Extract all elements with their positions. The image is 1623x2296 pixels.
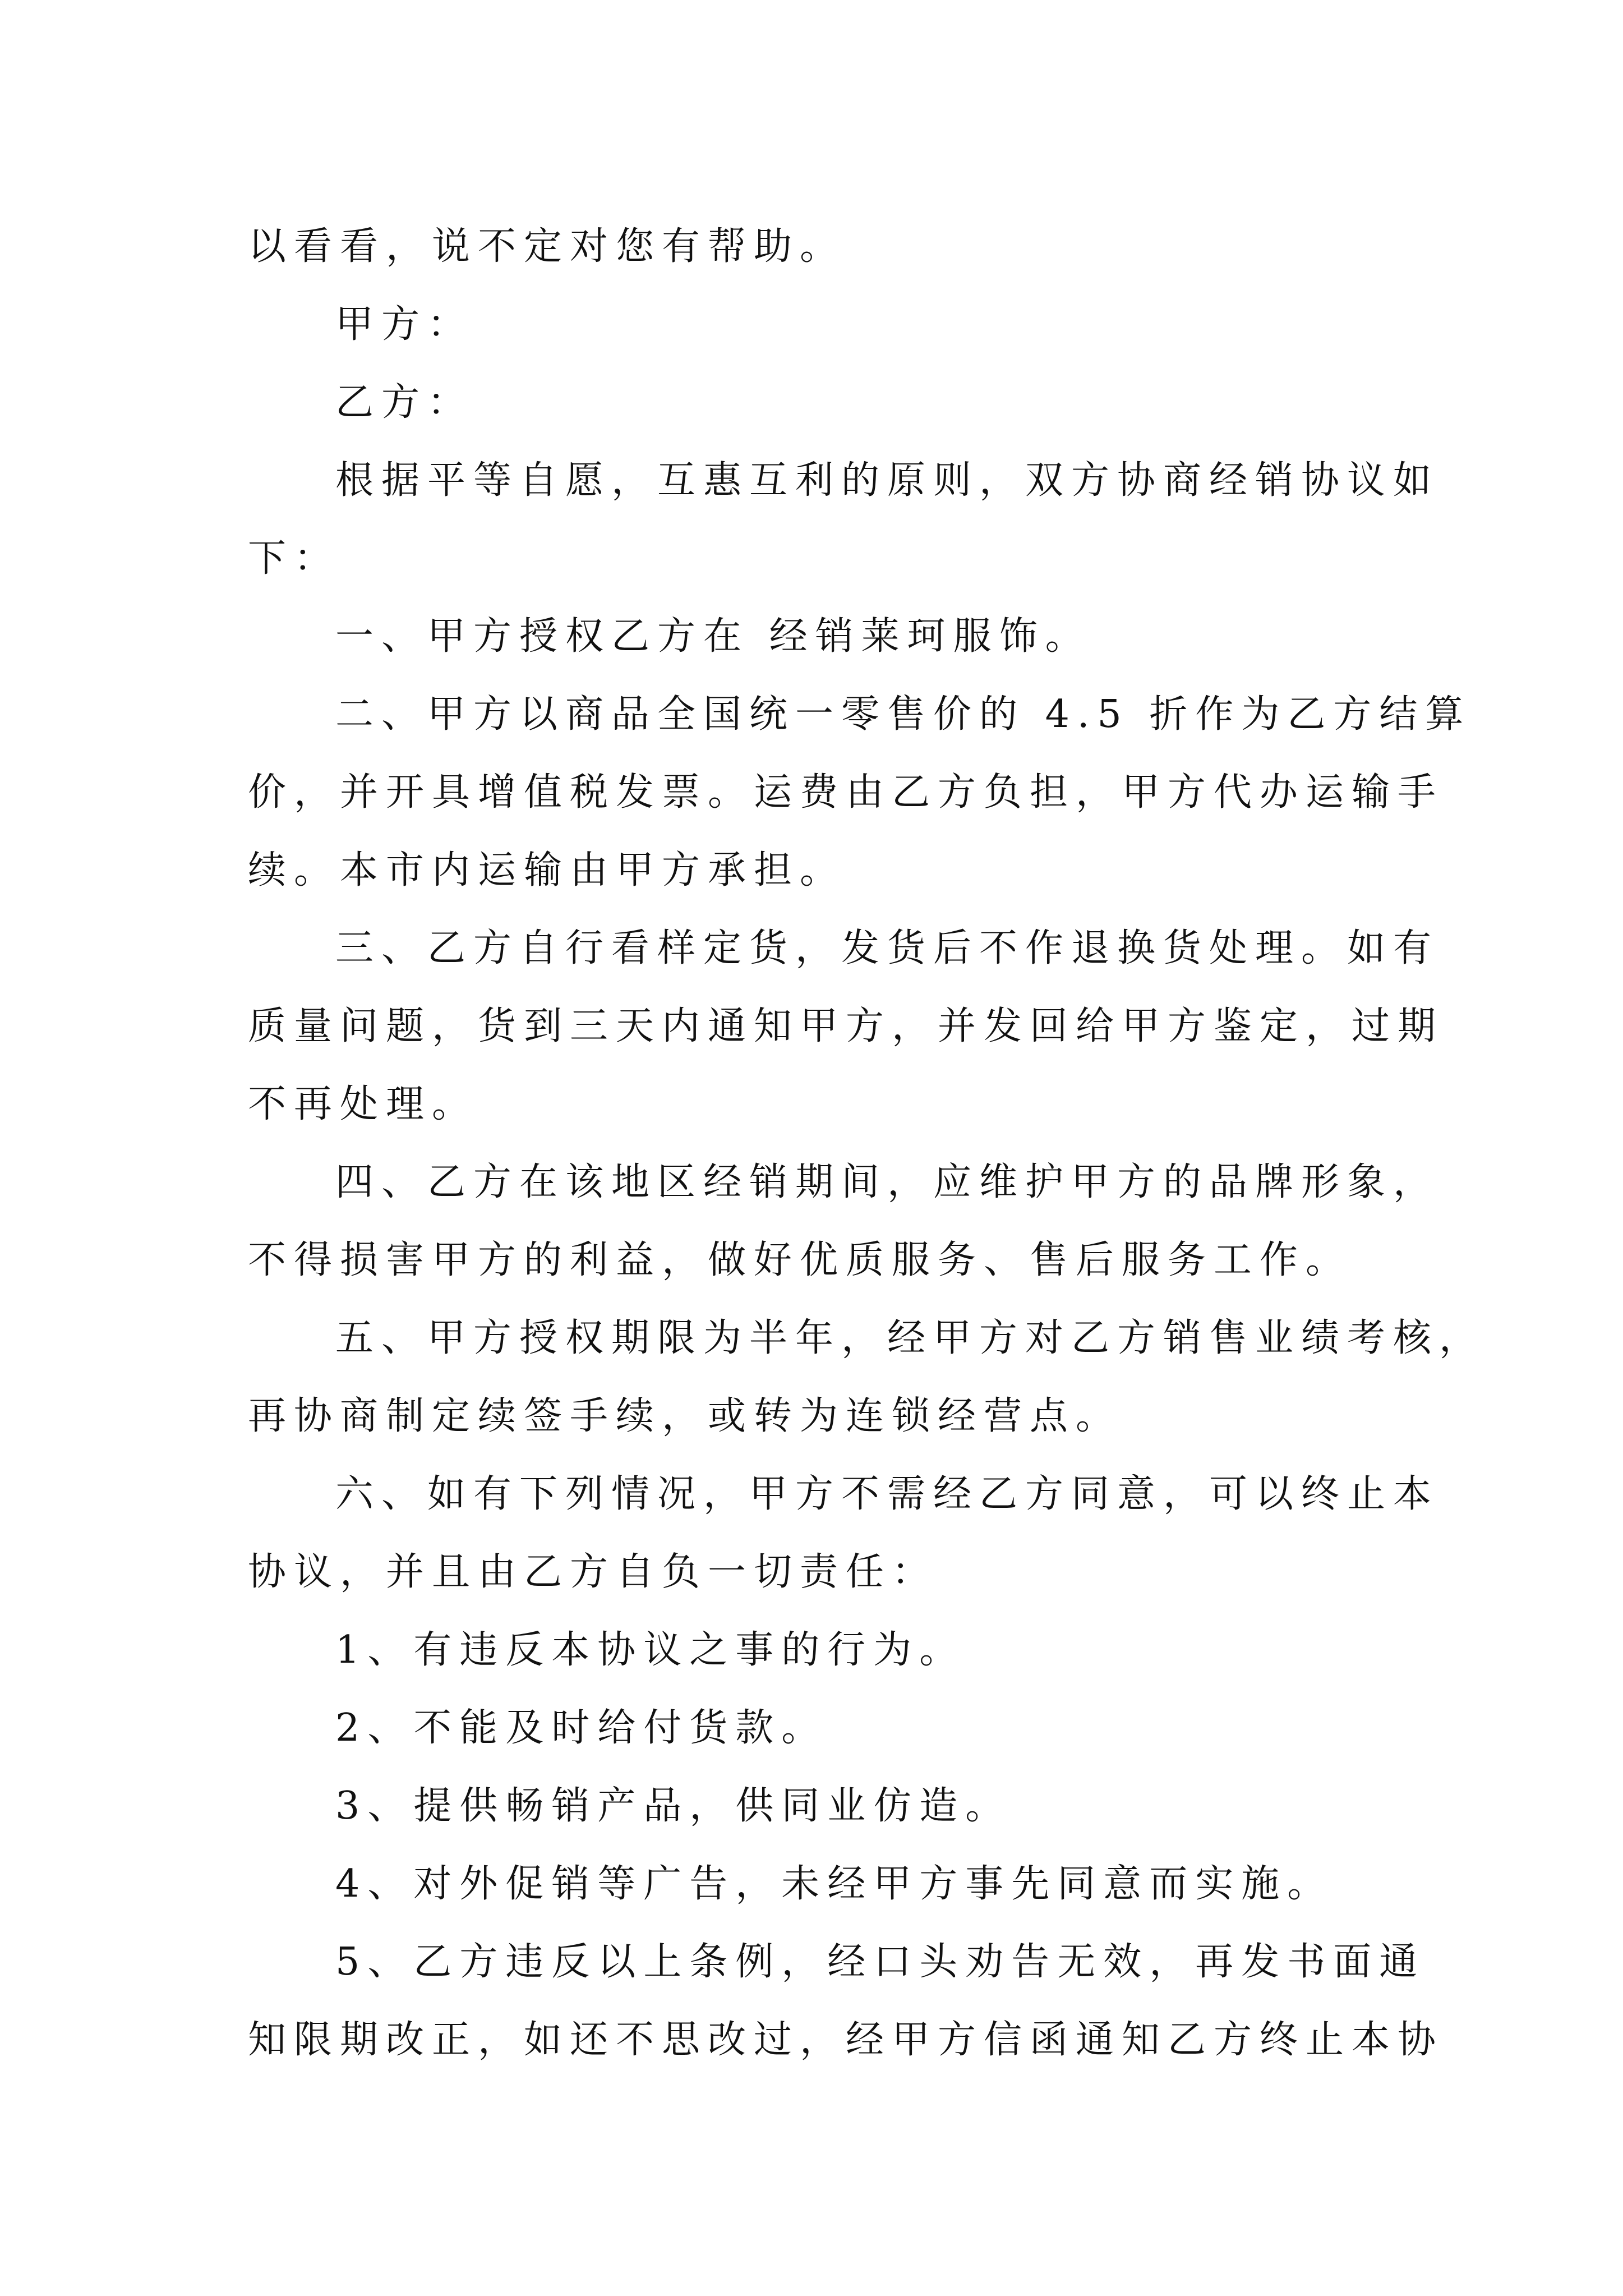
list-item: 1、有违反本协议之事的行为。 [335, 1628, 966, 1672]
clause-5: 五、甲方授权期限为半年，经甲方对乙方销售业绩考核， [335, 1316, 1486, 1360]
clause-4: 四、乙方在该地区经销期间，应维护甲方的品牌形象， [335, 1160, 1440, 1204]
preamble-line: 根据平等自愿，互惠互利的原则，双方协商经销协议如 [335, 458, 1440, 503]
list-item: 2、不能及时给付货款。 [335, 1706, 828, 1750]
clause-2: 续。本市内运输由甲方承担。 [248, 848, 846, 892]
clause-2: 价，并开具增值税发票。运费由乙方负担，甲方代办运输手 [248, 770, 1444, 815]
clause-3: 不再处理。 [248, 1082, 478, 1126]
clause-3: 质量问题，货到三天内通知甲方，并发回给甲方鉴定，过期 [248, 1004, 1444, 1048]
list-item: 4、对外促销等广告，未经甲方事先同意而实施。 [335, 1862, 1334, 1906]
party-b-line: 乙方： [335, 380, 474, 425]
clause-4: 不得损害甲方的利益，做好优质服务、售后服务工作。 [248, 1238, 1352, 1282]
list-item: 5、乙方违反以上条例，经口头劝告无效，再发书面通 [335, 1940, 1426, 1984]
clause-2: 二、甲方以商品全国统一零售价的 4.5 折作为乙方结算 [335, 692, 1472, 737]
list-item: 3、提供畅销产品，供同业仿造。 [335, 1784, 1012, 1828]
text-line: 以看看，说不定对您有帮助。 [248, 224, 846, 269]
clause-6: 六、如有下列情况，甲方不需经乙方同意，可以终止本 [335, 1472, 1440, 1516]
clause-1: 一、甲方授权乙方在 经销莱珂服饰。 [335, 614, 1091, 659]
document-body [248, 208, 1486, 2079]
party-a-line: 甲方： [335, 302, 474, 347]
clause-5: 再协商制定续签手续，或转为连锁经营点。 [248, 1394, 1122, 1438]
clause-6: 协议，并且由乙方自负一切责任： [248, 1550, 938, 1594]
list-item: 知限期改正，如还不思改过，经甲方信函通知乙方终止本协 [248, 2018, 1444, 2062]
clause-3: 三、乙方自行看样定货，发货后不作退换货处理。如有 [335, 926, 1440, 970]
preamble-line: 下： [248, 536, 340, 581]
